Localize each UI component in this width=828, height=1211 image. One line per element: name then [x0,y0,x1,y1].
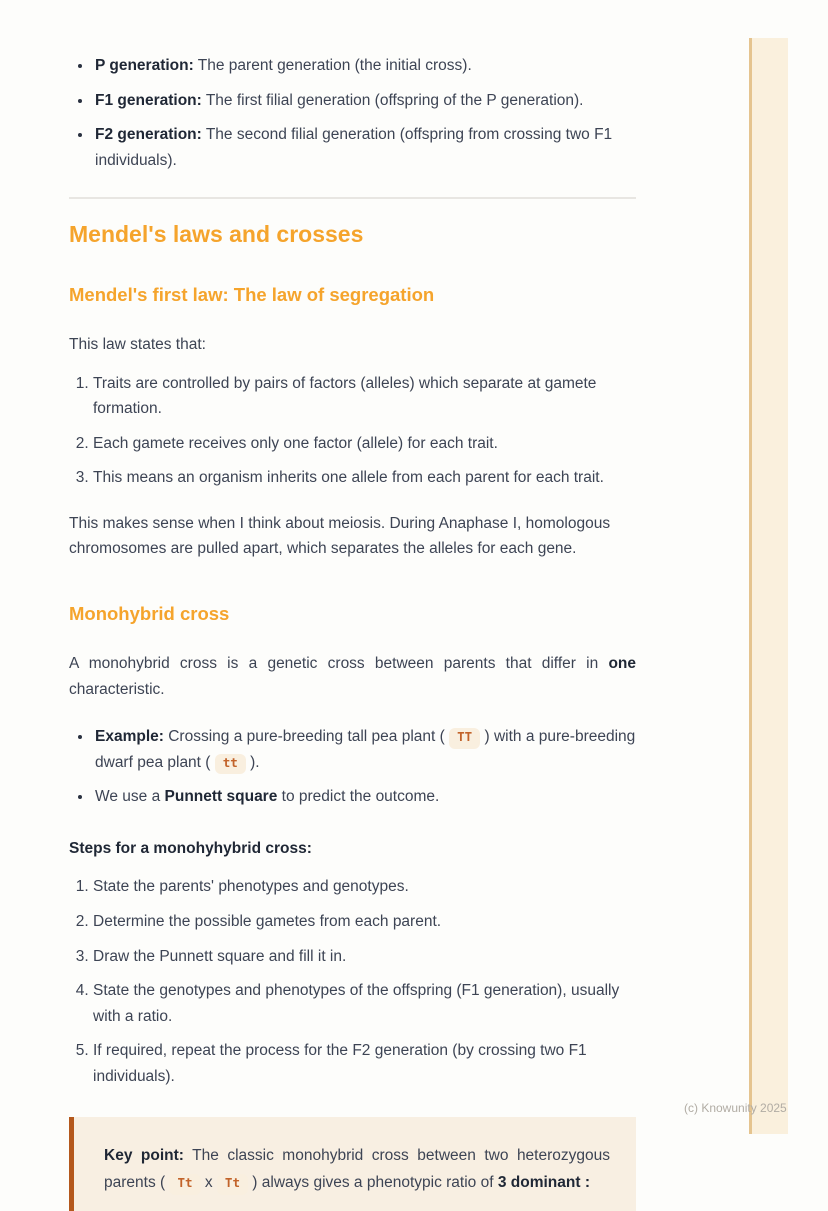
example-text-2: ) with a pure-breeding dwarf pea plant ( [95,728,636,771]
definition-text-end: characteristic. [69,680,165,698]
section-heading-mendels-laws: Mendel's laws and crosses [69,221,364,248]
term-f1-generation: F1 generation: [95,91,202,109]
genotype-badge-Tt-2: Tt [217,1174,248,1195]
genotype-badge-Tt-1: Tt [169,1174,200,1195]
definition-text: A monohybrid cross is a genetic cross between parents that differ in [69,655,609,673]
term-f1-generation-definition: The first filial generation (offspring of the P generation). [201,91,584,109]
punnett-emphasis: Punnett square [164,788,278,806]
sub-heading-first-law: Mendel's first law: The law of segregation [69,283,435,305]
monohybrid-bullets [69,724,636,810]
list-item: 3. This means an organism inherits one allele from each parent for each trait. [93,465,636,491]
list-item: 5. If required, repeat the process for the F2 generation (by crossing two F1 individuals). [93,1038,636,1089]
punnett-bullet [93,784,636,810]
steps-title: Steps for a monohyhybrid cross: [69,839,312,857]
key-point-text-3: ) always gives a phenotypic ratio of [247,1174,498,1192]
meiosis-note: This makes sense when I think about meiosis. During Anaphase I, homologous chromosomes are pulled apart, which separates the alleles for each gene. [69,514,611,558]
key-point-text-2: x [200,1174,217,1192]
monohybrid-definition [69,651,636,702]
term-f2-generation: F2 generation: [95,126,202,144]
key-point-label: Key point: [104,1147,184,1165]
punnett-text-2: to predict the outcome. [277,788,440,806]
first-law-list [69,371,636,491]
steps-list [69,874,636,1089]
page-edge-bar [749,38,788,1134]
key-point-text: The classic monohybrid cross between two heterozygous parents ( [104,1147,610,1192]
first-law-intro: This law states that: [69,335,206,353]
term-p-generation: P generation: [95,57,194,74]
list-item: 2. Determine the possible gametes from each parent. [93,909,636,935]
punnett-text: We use a [95,788,165,806]
generation-definitions-list [69,53,636,173]
list-item [93,88,636,114]
list-item [93,122,636,173]
key-point-callout [69,1117,636,1210]
key-point-ratio: 3 dominant : [497,1174,590,1192]
section-divider [69,197,636,199]
term-f2-generation-definition: The second filial generation (offspring from crossing two F1 individuals). [95,126,613,169]
definition-emphasis: one [608,655,636,673]
example-bullet [93,724,636,775]
genotype-badge-TT: TT [449,728,480,749]
sub-heading-monohybrid-cross: Monohybrid cross [69,602,230,624]
copyright-watermark: (c) Knowunity 2025 [684,1101,787,1115]
term-p-generation-definition: The parent generation (the initial cross). [193,57,472,74]
list-item: 3. Draw the Punnett square and fill it in. [93,944,636,970]
list-item: 1. Traits are controlled by pairs of factors (alleles) which separate at gamete formation. [93,371,636,422]
example-text: Crossing a pure-breeding tall pea plant ( [163,728,450,746]
example-text-3: ). [245,753,260,771]
notes-page [69,0,636,1211]
list-item [93,53,636,79]
genotype-badge-tt: tt [215,754,246,775]
list-item: 4. State the genotypes and phenotypes of the offspring (F1 generation), usually with a ratio. [93,978,636,1029]
example-label: Example: [95,728,164,746]
list-item: 1. State the parents' phenotypes and genotypes. [93,874,636,900]
list-item: 2. Each gamete receives only one factor (allele) for each trait. [93,431,636,457]
